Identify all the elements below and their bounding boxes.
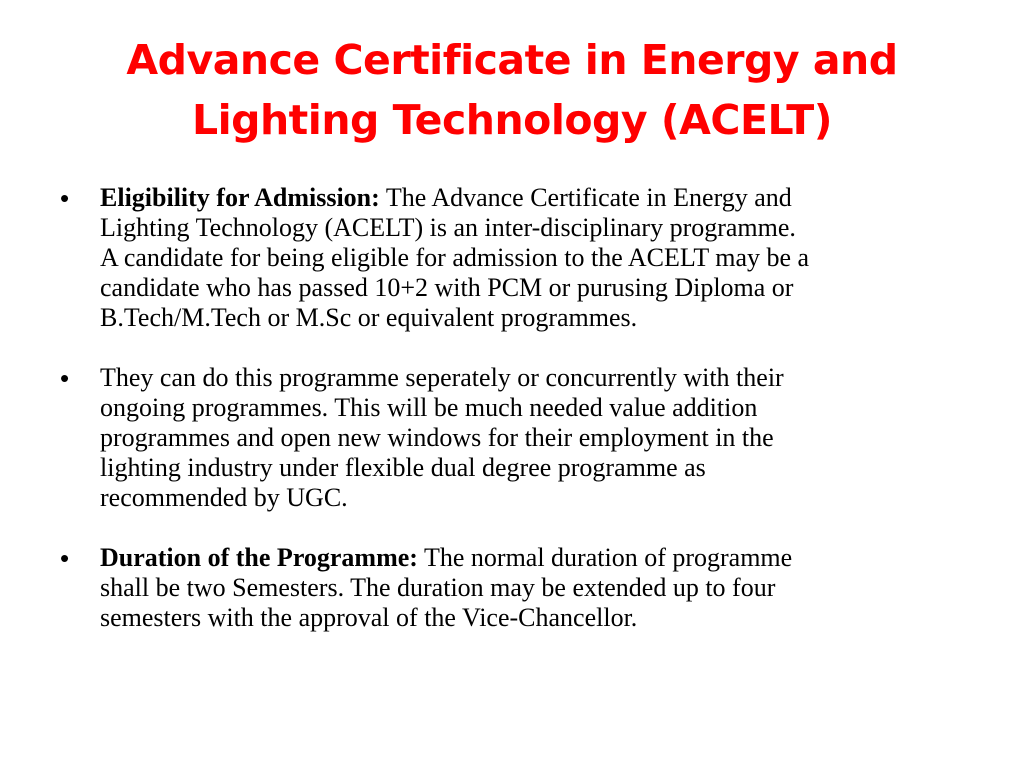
bullet-concurrent — [60, 363, 980, 513]
bullet-line: B.Tech/M.Tech or M.Sc or equivalent programmes. — [100, 303, 638, 332]
bullet-eligibility — [60, 183, 980, 333]
bullet-line: candidate who has passed 10+2 with PCM or purusing Diploma or — [100, 273, 794, 302]
bullet-text: The Advance Certificate in Energy and — [379, 183, 792, 212]
bullet-dot-icon: • — [60, 363, 70, 393]
bullet-line: semesters with the approval of the Vice-Chancellor. — [100, 603, 638, 632]
bullet-line: programmes and open new windows for their employment in the — [100, 423, 774, 452]
bullet-dot-icon: • — [60, 543, 70, 573]
bullet-duration — [60, 543, 980, 633]
bullet-text: The normal duration of programme — [417, 543, 793, 572]
bullet-line: A candidate for being eligible for admission to the ACELT may be a — [100, 243, 810, 272]
bullet-line: They can do this programme seperately or concurrently with their — [100, 363, 784, 392]
bullet-line: recommended by UGC. — [100, 483, 348, 512]
bullet-list — [60, 183, 980, 663]
title-line-2: Lighting Technology (ACELT) — [191, 96, 833, 144]
bullet-line: ongoing programmes. This will be much needed value addition — [100, 393, 758, 422]
title-line-1: Advance Certificate in Energy and — [126, 36, 898, 84]
bullet-dot-icon: • — [60, 183, 70, 213]
bullet-line — [100, 183, 980, 213]
bullet-line: Lighting Technology (ACELT) is an inter-disciplinary programme. — [100, 213, 796, 242]
bullet-lead: Duration of the Programme: — [100, 543, 418, 572]
bullet-line: lighting industry under flexible dual degree programme as — [100, 453, 706, 482]
bullet-line — [100, 543, 980, 573]
slide-title — [60, 30, 964, 150]
bullet-line: shall be two Semesters. The duration may be extended up to four — [100, 573, 776, 602]
bullet-lead: Eligibility for Admission: — [100, 183, 380, 212]
